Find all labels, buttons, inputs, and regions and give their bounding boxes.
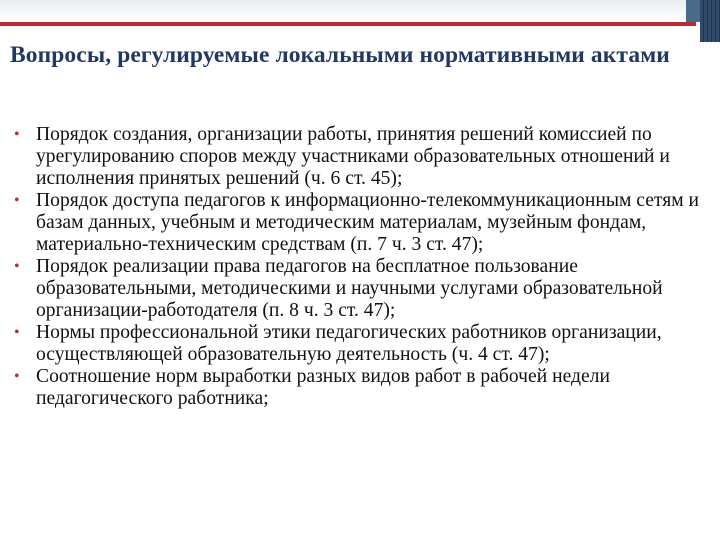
list-item (14, 124, 714, 190)
list-item-text: Порядок создания, организации работы, принятия решений комиссией по урегулированию споров между участниками образовательных отношений и исполнения принятых решений (ч. 6 ст. 45); (36, 124, 670, 189)
bullet-icon: • (14, 192, 20, 209)
list-item (14, 256, 714, 322)
bullet-icon: • (14, 126, 20, 143)
list-item (14, 190, 714, 256)
list-item-text: Нормы профессиональной этики педагогических работников организации, осуществляющей образовательную деятельность (ч. 4 ст. 47); (36, 322, 662, 365)
list-item (14, 366, 714, 410)
slide-title: Вопросы, регулируемые локальными нормативными актами (10, 42, 670, 68)
slide-accent-line (0, 22, 696, 26)
bullet-icon: • (14, 258, 20, 275)
slide-top-band (0, 0, 720, 22)
list-item-text: Порядок доступа педагогов к информационно-телекоммуникационным сетям и базам данных, учебным и методическим материалам, музейным фондам, материально-техническим средствам (п. 7 ч. 3 ст. 47); (36, 190, 700, 255)
slide-corner-stripes (700, 0, 720, 42)
list-item (14, 322, 714, 366)
bullet-list (14, 124, 714, 410)
bullet-icon: • (14, 324, 20, 341)
slide-corner-block (686, 0, 700, 22)
bullet-icon: • (14, 368, 20, 385)
list-item-text: Порядок реализации права педагогов на бесплатное пользование образовательными, методическими и научными услугами образовательной организации-работодателя (п. 8 ч. 3 ст. 47); (36, 256, 663, 321)
list-item-text: Соотношение норм выработки разных видов работ в рабочей недели педагогического работника; (36, 366, 610, 409)
